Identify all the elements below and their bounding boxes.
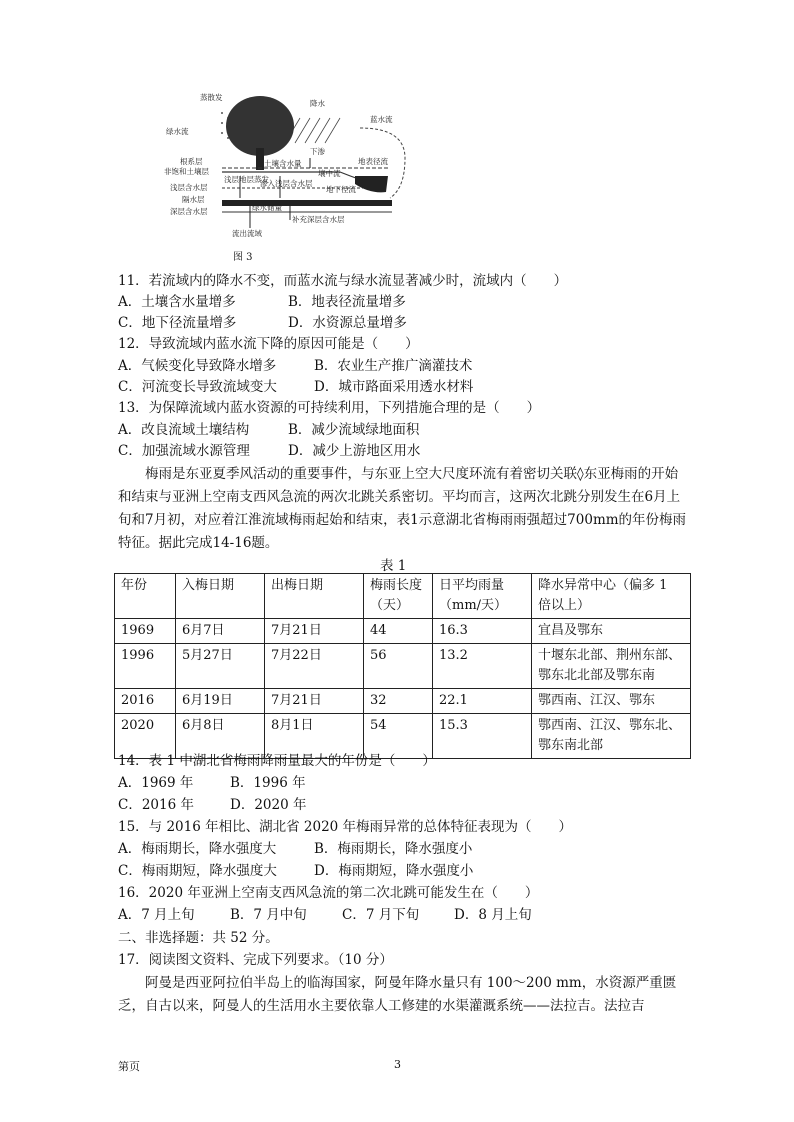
option-d[interactable]: D．2020 年 bbox=[230, 797, 307, 813]
option-b[interactable]: B．地表径流量增多 bbox=[288, 294, 406, 310]
table-cell: 1996 bbox=[115, 644, 176, 689]
question-14-options-row1 bbox=[118, 773, 306, 793]
label-soil-water: 土壤含水量 bbox=[264, 159, 302, 168]
option-d[interactable]: D．减少上游地区用水 bbox=[288, 443, 421, 459]
question-16-stem: 16．2020 年亚洲上空南支西风急流的第二次北跳可能发生在（ ） bbox=[118, 885, 539, 901]
footer-page-number: 3 bbox=[394, 1058, 401, 1071]
question-16-options bbox=[118, 905, 532, 925]
table-cell: 宜昌及鄂东 bbox=[532, 619, 691, 644]
label-shallow-aquifer: 浅层含水层 bbox=[170, 183, 208, 192]
option-c[interactable]: C．2016 年 bbox=[118, 797, 194, 813]
option-a[interactable]: A．改良流域土壤结构 bbox=[118, 422, 250, 438]
option-a[interactable]: A．梅雨期长，降水强度大 bbox=[118, 841, 277, 857]
option-b[interactable]: B．7 月中旬 bbox=[230, 907, 307, 923]
label-evaporation: 蒸散发 bbox=[200, 93, 223, 102]
option-c[interactable]: C．河流变长导致流域变大 bbox=[118, 379, 277, 395]
table-cell: 6月8日 bbox=[176, 714, 265, 759]
table-cell: 7月21日 bbox=[265, 689, 364, 714]
label-precipitation: 降水 bbox=[310, 99, 325, 108]
table-cell: 13.2 bbox=[433, 644, 532, 689]
table-header: 出梅日期 bbox=[265, 574, 364, 619]
option-a[interactable]: A．7 月上旬 bbox=[118, 907, 195, 923]
table-cell: 鄂西南、江汉、鄂东北、鄂东南北部 bbox=[532, 714, 691, 759]
option-d[interactable]: D．梅雨期短，降水强度小 bbox=[314, 863, 474, 879]
table-cell: 54 bbox=[364, 714, 433, 759]
table-cell: 22.1 bbox=[433, 689, 532, 714]
label-root-layer: 根系层 bbox=[180, 157, 203, 166]
label-green-flow: 绿水流 bbox=[166, 127, 189, 136]
label-deep-aquifer: 深层含水层 bbox=[170, 207, 208, 216]
option-d[interactable]: D．水资源总量增多 bbox=[288, 315, 407, 331]
table-cell: 1969 bbox=[115, 619, 176, 644]
table-cell: 32 bbox=[364, 689, 433, 714]
passage-meiyu-text: 梅雨是东亚夏季风活动的重要事件，与东亚上空大尺度环流有着密切关联◊东亚梅雨的开始和结束与亚洲上空南支西风急流的两次北跳关系密切。平均而言，这两次北跳分别发生在6月上旬和7月初，对应着江淮流域梅雨起始和结束，表1示意湖北省梅雨雨强超过700mm的年份梅雨特征。据此完成14-16题。 bbox=[118, 466, 687, 551]
question-14-stem: 14．表 1 中湖北省梅雨降雨量最大的年份是（ ） bbox=[118, 753, 436, 769]
question-13-options-row2 bbox=[118, 441, 420, 461]
table-cell: 6月19日 bbox=[176, 689, 265, 714]
table-cell: 5月27日 bbox=[176, 644, 265, 689]
label-aquiclude: 隔水层 bbox=[182, 195, 205, 204]
table-cell: 十堰东北部、荆州东部、鄂东北北部及鄂东南 bbox=[532, 644, 691, 689]
question-15-stem: 15．与 2016 年相比、湖北省 2020 年梅雨异常的总体特征表现为（ ） bbox=[118, 819, 573, 835]
table-cell: 2016 bbox=[115, 689, 176, 714]
meiyu-table bbox=[114, 573, 691, 759]
table-header: 年份 bbox=[115, 574, 176, 619]
option-a[interactable]: A．1969 年 bbox=[118, 775, 194, 791]
question-11-options-row1 bbox=[118, 292, 406, 312]
section-2-heading: 二、非选择题：共 52 分。 bbox=[118, 930, 279, 946]
table-cell: 鄂西南、江汉、鄂东 bbox=[532, 689, 691, 714]
question-12-options-row2 bbox=[118, 377, 473, 397]
table-cell: 7月22日 bbox=[265, 644, 364, 689]
label-blue-flow: 蓝水流 bbox=[370, 115, 393, 124]
option-c[interactable]: C．7 月下旬 bbox=[342, 907, 420, 923]
table-header-row bbox=[115, 574, 691, 619]
label-interflow: 壤中流 bbox=[318, 169, 341, 178]
table-header: 降水异常中心（偏多 1 倍以上） bbox=[532, 574, 691, 619]
option-c[interactable]: C．梅雨期短，降水强度大 bbox=[118, 863, 277, 879]
option-a[interactable]: A．土壤含水量增多 bbox=[118, 294, 236, 310]
question-13-options-row1 bbox=[118, 420, 419, 440]
option-d[interactable]: D．城市路面采用透水材料 bbox=[314, 379, 474, 395]
hydrology-figure bbox=[160, 88, 420, 260]
table-title: 表 1 bbox=[380, 558, 407, 574]
label-surface-runoff: 地表径流 bbox=[358, 157, 388, 166]
label-unsat-soil: 非饱和土壤层 bbox=[164, 167, 209, 176]
question-11-options-row2 bbox=[118, 313, 407, 333]
table-header: 日平均雨量（mm/天） bbox=[433, 574, 532, 619]
option-b[interactable]: B．梅雨期长，降水强度小 bbox=[314, 841, 473, 857]
label-outflow: 流出流域 bbox=[232, 229, 262, 238]
table-cell: 16.3 bbox=[433, 619, 532, 644]
hydrology-diagram bbox=[160, 88, 420, 248]
option-b[interactable]: B．减少流域绿地面积 bbox=[288, 422, 420, 438]
question-12-stem: 12．导致流域内蓝水流下降的原因可能是（ ） bbox=[118, 336, 419, 352]
table-cell: 8月1日 bbox=[265, 714, 364, 759]
label-shallow-evap: 浅层地层蒸发 bbox=[224, 175, 269, 184]
table-cell: 56 bbox=[364, 644, 433, 689]
question-13-stem: 13．为保障流域内蓝水资源的可持续利用，下列措施合理的是（ ） bbox=[118, 400, 541, 416]
question-11-stem: 11．若流域内的降水不变，而蓝水流与绿水流显著减少时，流域内（ ） bbox=[118, 273, 568, 289]
label-green-storage: 绿水储量 bbox=[252, 203, 282, 212]
table-cell: 15.3 bbox=[433, 714, 532, 759]
passage-oman-text: 阿曼是西亚阿拉伯半岛上的临海国家，阿曼年降水量只有 100～200 mm，水资源严重匮乏，自古以来，阿曼人的生活用水主要依靠人工修建的水渠灌溉系统——法拉吉。法拉吉 bbox=[118, 975, 677, 1014]
question-15-options-row2 bbox=[118, 861, 473, 881]
footer-page-label: 第页 bbox=[118, 1060, 140, 1073]
option-c[interactable]: C．地下径流量增多 bbox=[118, 315, 237, 331]
passage-oman bbox=[118, 972, 688, 1018]
question-15-options-row1 bbox=[118, 839, 472, 859]
question-12-options-row1 bbox=[118, 356, 472, 376]
table-row bbox=[115, 644, 691, 689]
option-c[interactable]: C．加强流域水源管理 bbox=[118, 443, 250, 459]
passage-meiyu bbox=[118, 463, 688, 555]
label-infiltration: 下渗 bbox=[310, 147, 325, 156]
table-header: 梅雨长度（天） bbox=[364, 574, 433, 619]
table-cell: 6月7日 bbox=[176, 619, 265, 644]
question-17-stem: 17．阅读图文资料、完成下列要求。（10 分） bbox=[118, 952, 393, 968]
question-14-options-row2 bbox=[118, 795, 306, 815]
option-d[interactable]: D．8 月上旬 bbox=[454, 907, 532, 923]
table-header: 入梅日期 bbox=[176, 574, 265, 619]
table-cell: 2020 bbox=[115, 714, 176, 759]
label-groundwater-runoff: 地下径流 bbox=[326, 185, 356, 194]
table-row bbox=[115, 689, 691, 714]
table-cell: 7月21日 bbox=[265, 619, 364, 644]
label-seepage-shallow: 渗入浅层含水层 bbox=[260, 179, 313, 188]
table-row bbox=[115, 619, 691, 644]
option-b[interactable]: B．1996 年 bbox=[230, 775, 306, 791]
label-deep-recharge: 补充深层含水层 bbox=[292, 215, 345, 224]
figure-caption: 图 3 bbox=[233, 252, 253, 263]
option-a[interactable]: A．气候变化导致降水增多 bbox=[118, 358, 277, 374]
option-b[interactable]: B．农业生产推广滴灌技术 bbox=[314, 358, 473, 374]
table-cell: 44 bbox=[364, 619, 433, 644]
